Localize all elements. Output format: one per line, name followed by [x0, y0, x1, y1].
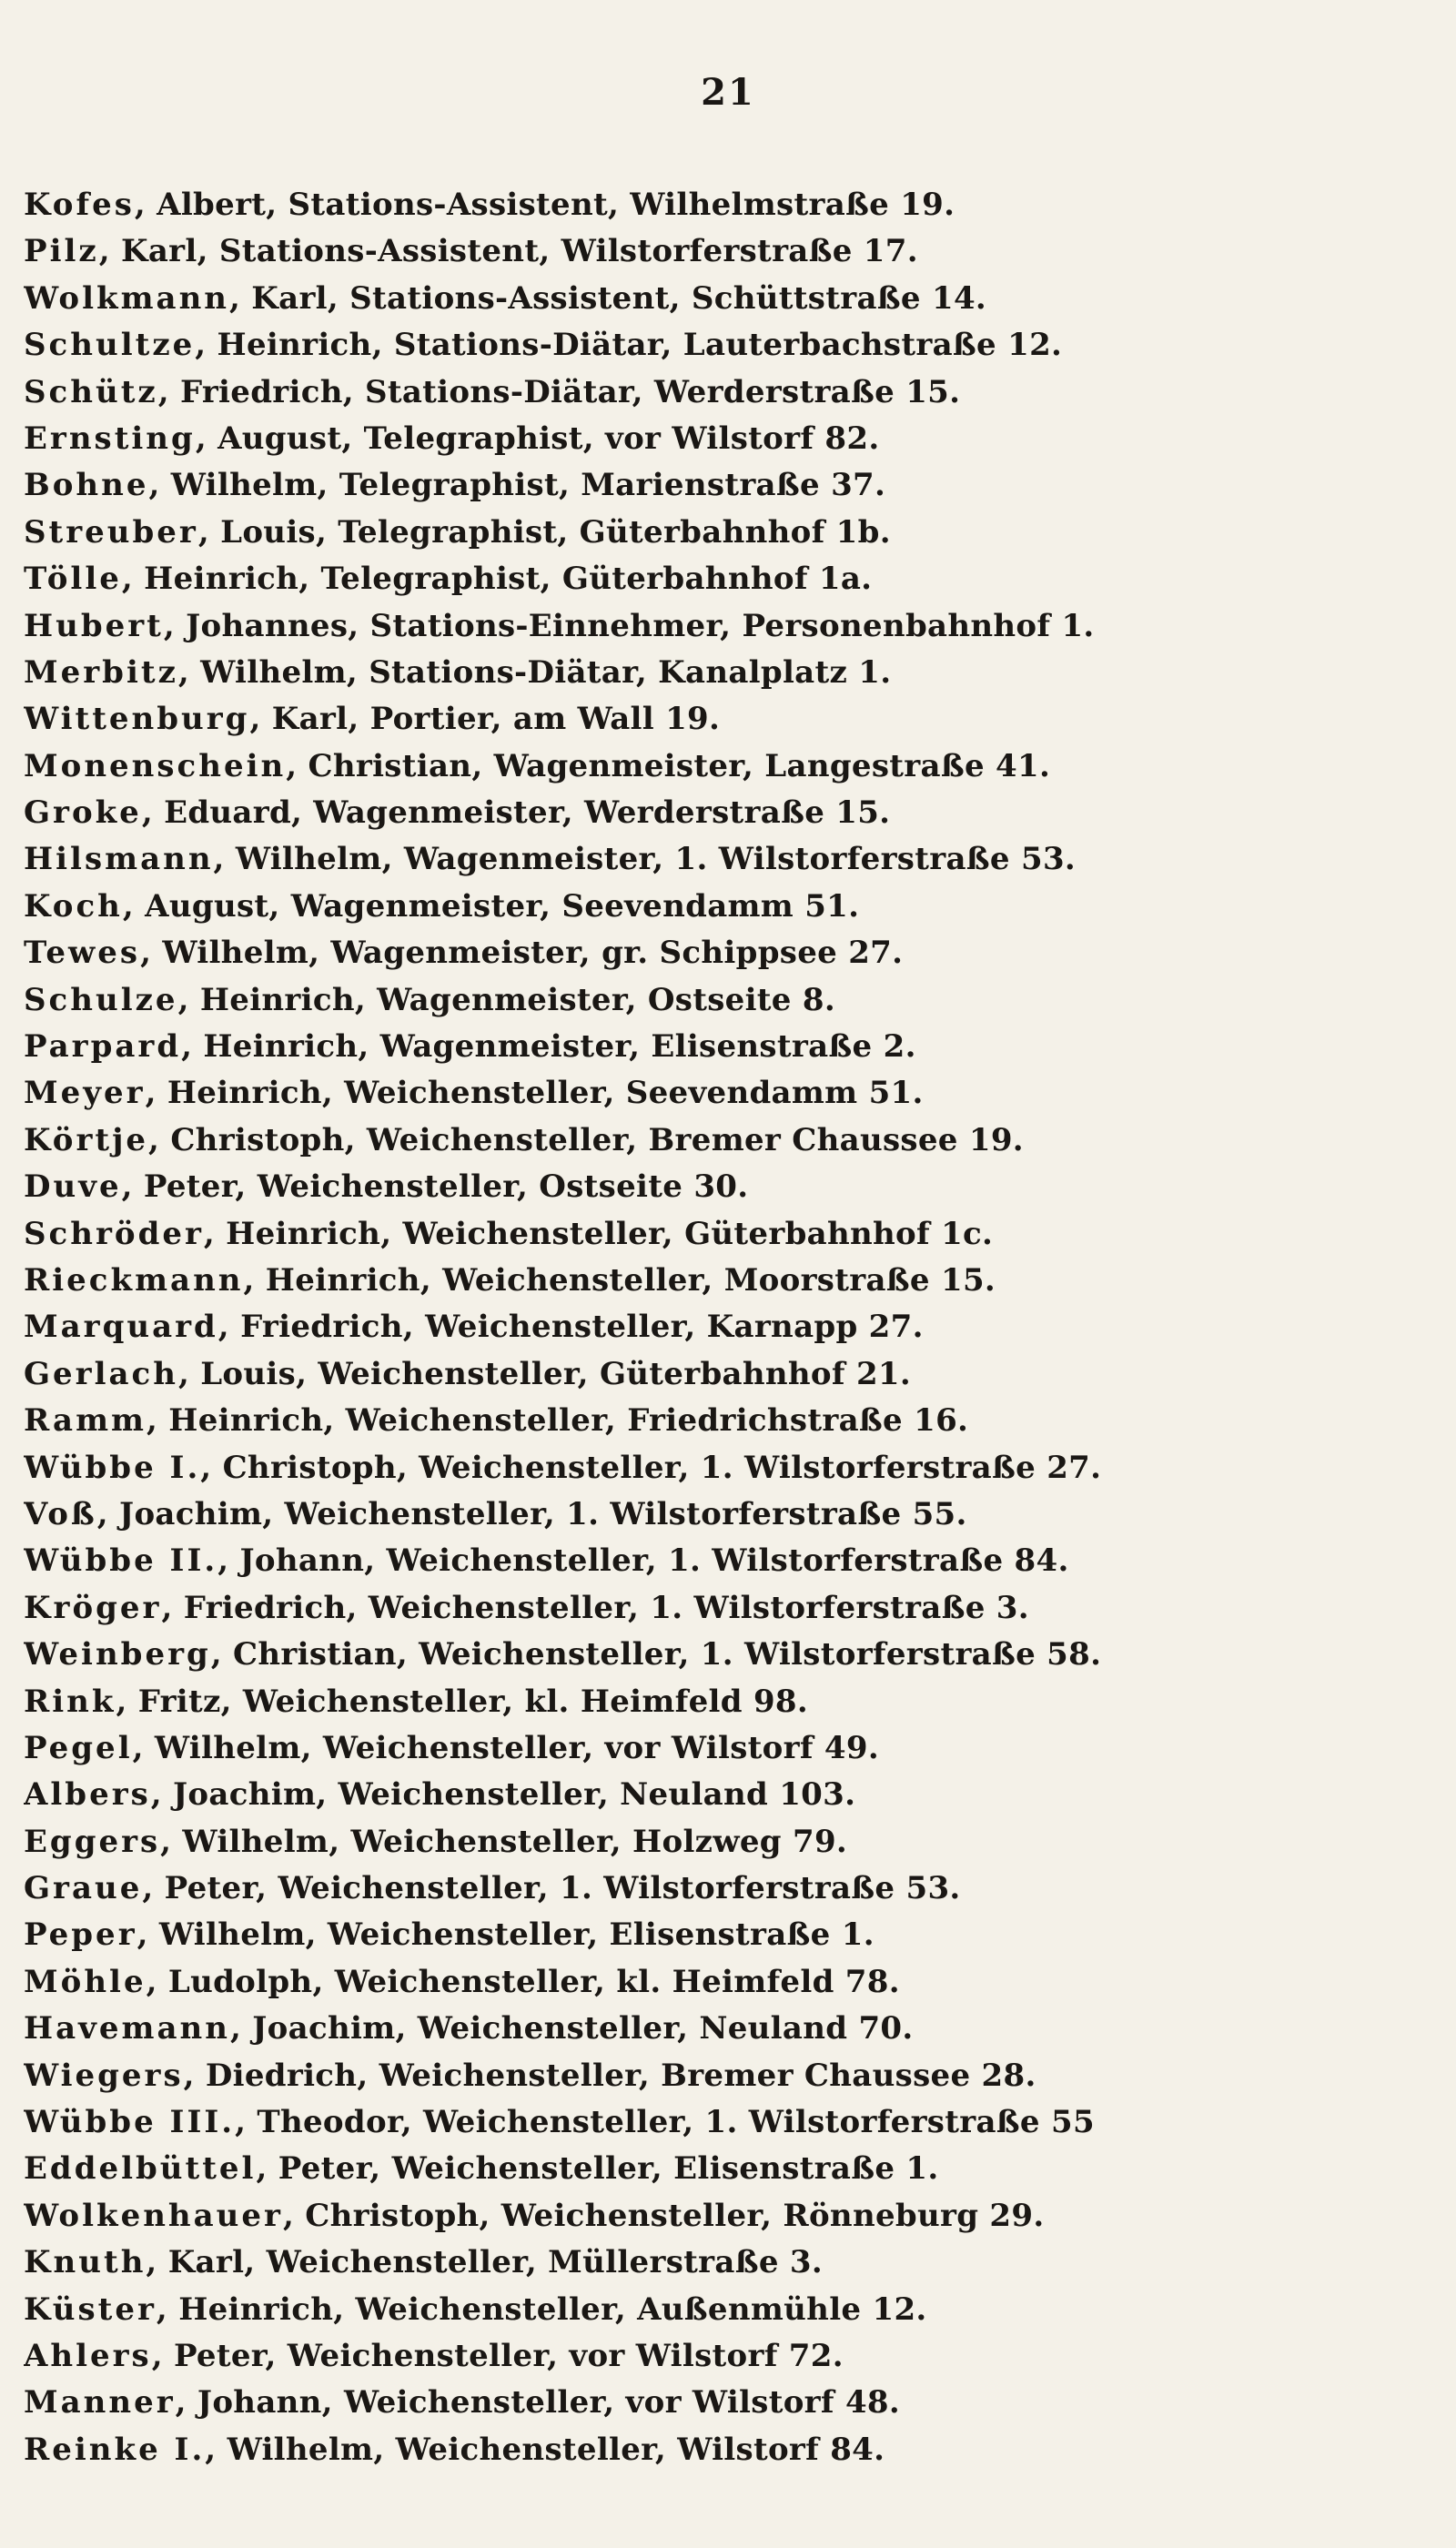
entry-details: , Wilhelm, Telegraphist, Marienstraße 37. [148, 467, 886, 504]
entry-surname: Eddelbüttel [24, 2150, 257, 2188]
entry-details: , Karl, Stations-Assistent, Schüttstraße 14. [229, 279, 987, 317]
entry-surname: Rieckmann [24, 1261, 244, 1299]
entry-surname: Manner [24, 2384, 176, 2422]
entry-details: , Friedrich, Weichensteller, 1. Wilstorferstraße 3. [161, 1589, 1029, 1626]
directory-entry [24, 743, 1389, 790]
directory-entry [24, 1164, 1389, 1210]
entry-surname: Bohne [24, 467, 149, 504]
directory-entry [24, 416, 1389, 462]
entry-surname: Meyer [24, 1075, 146, 1112]
entry-details: , Christian, Weichensteller, 1. Wilstorferstraße 58. [210, 1636, 1102, 1673]
directory-entry [24, 322, 1389, 369]
directory-entry [24, 1024, 1389, 1070]
entry-details: , Peter, Weichensteller, 1. Wilstorferstraße 53. [142, 1870, 961, 1907]
entry-surname: Ahlers [24, 2337, 152, 2374]
entry-surname: Rink [24, 1683, 116, 1720]
entry-surname: Albers [24, 1776, 151, 1814]
entry-details: , Heinrich, Wagenmeister, Elisenstraße 2. [181, 1028, 916, 1066]
directory-entry [24, 369, 1389, 416]
entry-details: , Peter, Weichensteller, Elisenstraße 1. [256, 2150, 939, 2188]
entry-surname: Wübbe I. [24, 1449, 201, 1486]
directory-entry [24, 2287, 1389, 2333]
directory-entry [24, 884, 1389, 930]
directory-entry [24, 1632, 1389, 1678]
entry-details: , Karl, Stations-Assistent, Wilstorferstraße 17. [98, 233, 918, 270]
entry-details: , Wilhelm, Wagenmeister, gr. Schippsee 27. [140, 935, 904, 972]
entry-details: , Friedrich, Weichensteller, Karnapp 27. [217, 1309, 924, 1346]
entry-surname: Tölle [24, 561, 122, 598]
entry-surname: Schulze [24, 981, 178, 1018]
entry-details: , Heinrich, Wagenmeister, Ostseite 8. [177, 981, 835, 1018]
entry-surname: Koch [24, 887, 123, 925]
entry-surname: Küster [24, 2290, 157, 2328]
directory-entry [24, 2006, 1389, 2052]
entry-surname: Wübbe II. [24, 1542, 218, 1580]
entry-details: , Heinrich, Weichensteller, Seevendamm 51. [145, 1075, 924, 1112]
entry-details: , Diedrich, Weichensteller, Bremer Chaussee 28. [183, 2057, 1036, 2094]
entry-details: , Eduard, Wagenmeister, Werderstraße 15. [141, 794, 891, 832]
entry-surname: Reinke I. [24, 2431, 206, 2468]
directory-entry [24, 182, 1389, 228]
entry-surname: Groke [24, 794, 142, 832]
entry-surname: Knuth [24, 2244, 147, 2281]
entry-surname: Wittenburg [24, 701, 250, 738]
entry-surname: Wolkenhauer [24, 2197, 283, 2234]
entry-surname: Gerlach [24, 1355, 178, 1392]
entry-details: , Louis, Telegraphist, Güterbahnhof 1b. [197, 513, 891, 551]
entry-details: , Peter, Weichensteller, Ostseite 30. [121, 1168, 749, 1206]
entry-details: , Karl, Weichensteller, Müllerstraße 3. [146, 2244, 823, 2281]
entry-surname: Kofes [24, 187, 135, 223]
entry-surname: Streuber [24, 513, 198, 551]
entry-surname: Körtje [24, 1121, 149, 1158]
entry-surname: Wiegers [24, 2057, 184, 2094]
entry-surname: Ramm [24, 1402, 147, 1440]
entry-details: , Friedrich, Stations-Diätar, Werderstraße 15. [157, 373, 961, 410]
directory-entry [24, 462, 1389, 509]
directory-entry [24, 1585, 1389, 1632]
entry-details: , Joachim, Weichensteller, Neuland 70. [230, 2010, 914, 2048]
directory-entry [24, 1912, 1389, 1958]
entry-details: , Wilhelm, Stations-Diätar, Kanalplatz 1. [177, 653, 892, 691]
entry-surname: Voß [24, 1495, 97, 1532]
directory-entry [24, 1117, 1389, 1164]
directory-entry [24, 1491, 1389, 1538]
directory-list [24, 182, 1389, 2473]
directory-entry [24, 603, 1389, 650]
directory-entry [24, 930, 1389, 976]
entry-surname: Möhle [24, 1963, 147, 2000]
entry-surname: Merbitz [24, 653, 178, 691]
entry-details: , August, Telegraphist, vor Wilstorf 82. [195, 420, 880, 457]
entry-details: , Johann, Weichensteller, vor Wilstorf 48. [175, 2384, 900, 2422]
entry-surname: Schultze [24, 327, 196, 364]
entry-details: , Fritz, Weichensteller, kl. Heimfeld 98. [116, 1683, 809, 1720]
page-number: 21 [701, 71, 755, 114]
directory-entry [24, 2333, 1389, 2380]
directory-entry [24, 696, 1389, 743]
directory-entry [24, 790, 1389, 836]
directory-entry [24, 1679, 1389, 1725]
entry-details: , Albert, Stations-Assistent, Wilhelmstraße 19. [134, 187, 956, 223]
entry-surname: Kröger [24, 1589, 162, 1626]
entry-details: , Heinrich, Weichensteller, Moorstraße 15. [243, 1261, 996, 1299]
entry-details: , Heinrich, Weichensteller, Friedrichstraße 16. [147, 1402, 969, 1440]
entry-details: , Heinrich, Stations-Diätar, Lauterbachstraße 12. [195, 327, 1063, 364]
directory-entry [24, 1351, 1389, 1398]
directory-entry [24, 2053, 1389, 2099]
entry-details: , Christoph, Weichensteller, 1. Wilstorferstraße 27. [200, 1449, 1102, 1486]
directory-entry [24, 228, 1389, 275]
entry-details: , Heinrich, Weichensteller, Güterbahnhof 1c. [203, 1215, 994, 1252]
directory-entry [24, 2193, 1389, 2240]
directory-entry [24, 2380, 1389, 2426]
entry-details: , August, Wagenmeister, Seevendamm 51. [122, 887, 860, 925]
entry-surname: Parpard [24, 1028, 182, 1066]
entry-surname: Schröder [24, 1215, 204, 1252]
entry-surname: Schütz [24, 373, 158, 410]
entry-surname: Hubert [24, 607, 164, 644]
directory-entry [24, 510, 1389, 556]
directory-entry [24, 1398, 1389, 1444]
entry-surname: Hilsmann [24, 841, 214, 878]
entry-surname: Wolkmann [24, 279, 230, 317]
directory-entry [24, 2240, 1389, 2286]
directory-entry [24, 1772, 1389, 1818]
entry-details: , Ludolph, Weichensteller, kl. Heimfeld 78. [146, 1963, 900, 2000]
entry-details: , Christian, Wagenmeister, Langestraße 41. [286, 747, 1051, 784]
entry-details: , Heinrich, Telegraphist, Güterbahnhof 1a. [121, 561, 873, 598]
directory-entry [24, 1725, 1389, 1772]
entry-details: , Johann, Weichensteller, 1. Wilstorferstraße 84. [217, 1542, 1069, 1580]
entry-details: , Joachim, Weichensteller, Neuland 103. [150, 1776, 856, 1814]
entry-details: , Joachim, Weichensteller, 1. Wilstorferstraße 55. [96, 1495, 967, 1532]
directory-entry [24, 977, 1389, 1024]
directory-entry [24, 276, 1389, 322]
directory-entry [24, 836, 1389, 883]
directory-entry [24, 2099, 1389, 2146]
entry-details: , Johannes, Stations-Einnehmer, Personenbahnhof 1. [163, 607, 1095, 644]
entry-surname: Weinberg [24, 1636, 211, 1673]
entry-details: , Christoph, Weichensteller, Rönneburg 29. [282, 2197, 1045, 2234]
directory-entry [24, 1445, 1389, 1491]
entry-details: , Wilhelm, Weichensteller, Holzweg 79. [160, 1823, 848, 1860]
entry-details: , Karl, Portier, am Wall 19. [249, 701, 721, 738]
entry-details: , Theodor, Weichensteller, 1. Wilstorferstraße 55 [235, 2104, 1095, 2141]
directory-entry [24, 1258, 1389, 1304]
directory-entry [24, 650, 1389, 696]
directory-entry [24, 1538, 1389, 1584]
entry-details: , Peter, Weichensteller, vor Wilstorf 72. [151, 2337, 844, 2374]
entry-surname: Wübbe III. [24, 2104, 236, 2141]
entry-surname: Peper [24, 1916, 137, 1954]
directory-entry [24, 1819, 1389, 1866]
directory-entry [24, 2146, 1389, 2192]
entry-details: , Louis, Weichensteller, Güterbahnhof 21. [177, 1355, 912, 1392]
entry-surname: Eggers [24, 1823, 161, 1860]
entry-details: , Christoph, Weichensteller, Bremer Chaussee 19. [148, 1121, 1024, 1158]
directory-entry [24, 1211, 1389, 1258]
entry-surname: Havemann [24, 2010, 230, 2048]
entry-details: , Wilhelm, Weichensteller, Elisenstraße 1. [136, 1916, 875, 1954]
entry-surname: Graue [24, 1870, 143, 1907]
entry-surname: Ernsting [24, 420, 196, 457]
entry-surname: Pilz [24, 233, 99, 270]
directory-entry [24, 556, 1389, 602]
directory-entry [24, 1304, 1389, 1350]
entry-surname: Duve [24, 1168, 122, 1206]
entry-details: , Wilhelm, Weichensteller, Wilstorf 84. [205, 2431, 885, 2468]
entry-surname: Monenschein [24, 747, 287, 784]
entry-surname: Pegel [24, 1729, 133, 1766]
entry-details: , Wilhelm, Weichensteller, vor Wilstorf 49. [132, 1729, 879, 1766]
entry-surname: Marquard [24, 1309, 218, 1346]
directory-entry [24, 1866, 1389, 1912]
entry-surname: Tewes [24, 935, 141, 972]
directory-entry [24, 1070, 1389, 1117]
entry-details: , Heinrich, Weichensteller, Außenmühle 12. [156, 2290, 927, 2328]
directory-entry [24, 2427, 1389, 2473]
entry-details: , Wilhelm, Wagenmeister, 1. Wilstorferstraße 53. [213, 841, 1077, 878]
directory-entry [24, 1959, 1389, 2006]
